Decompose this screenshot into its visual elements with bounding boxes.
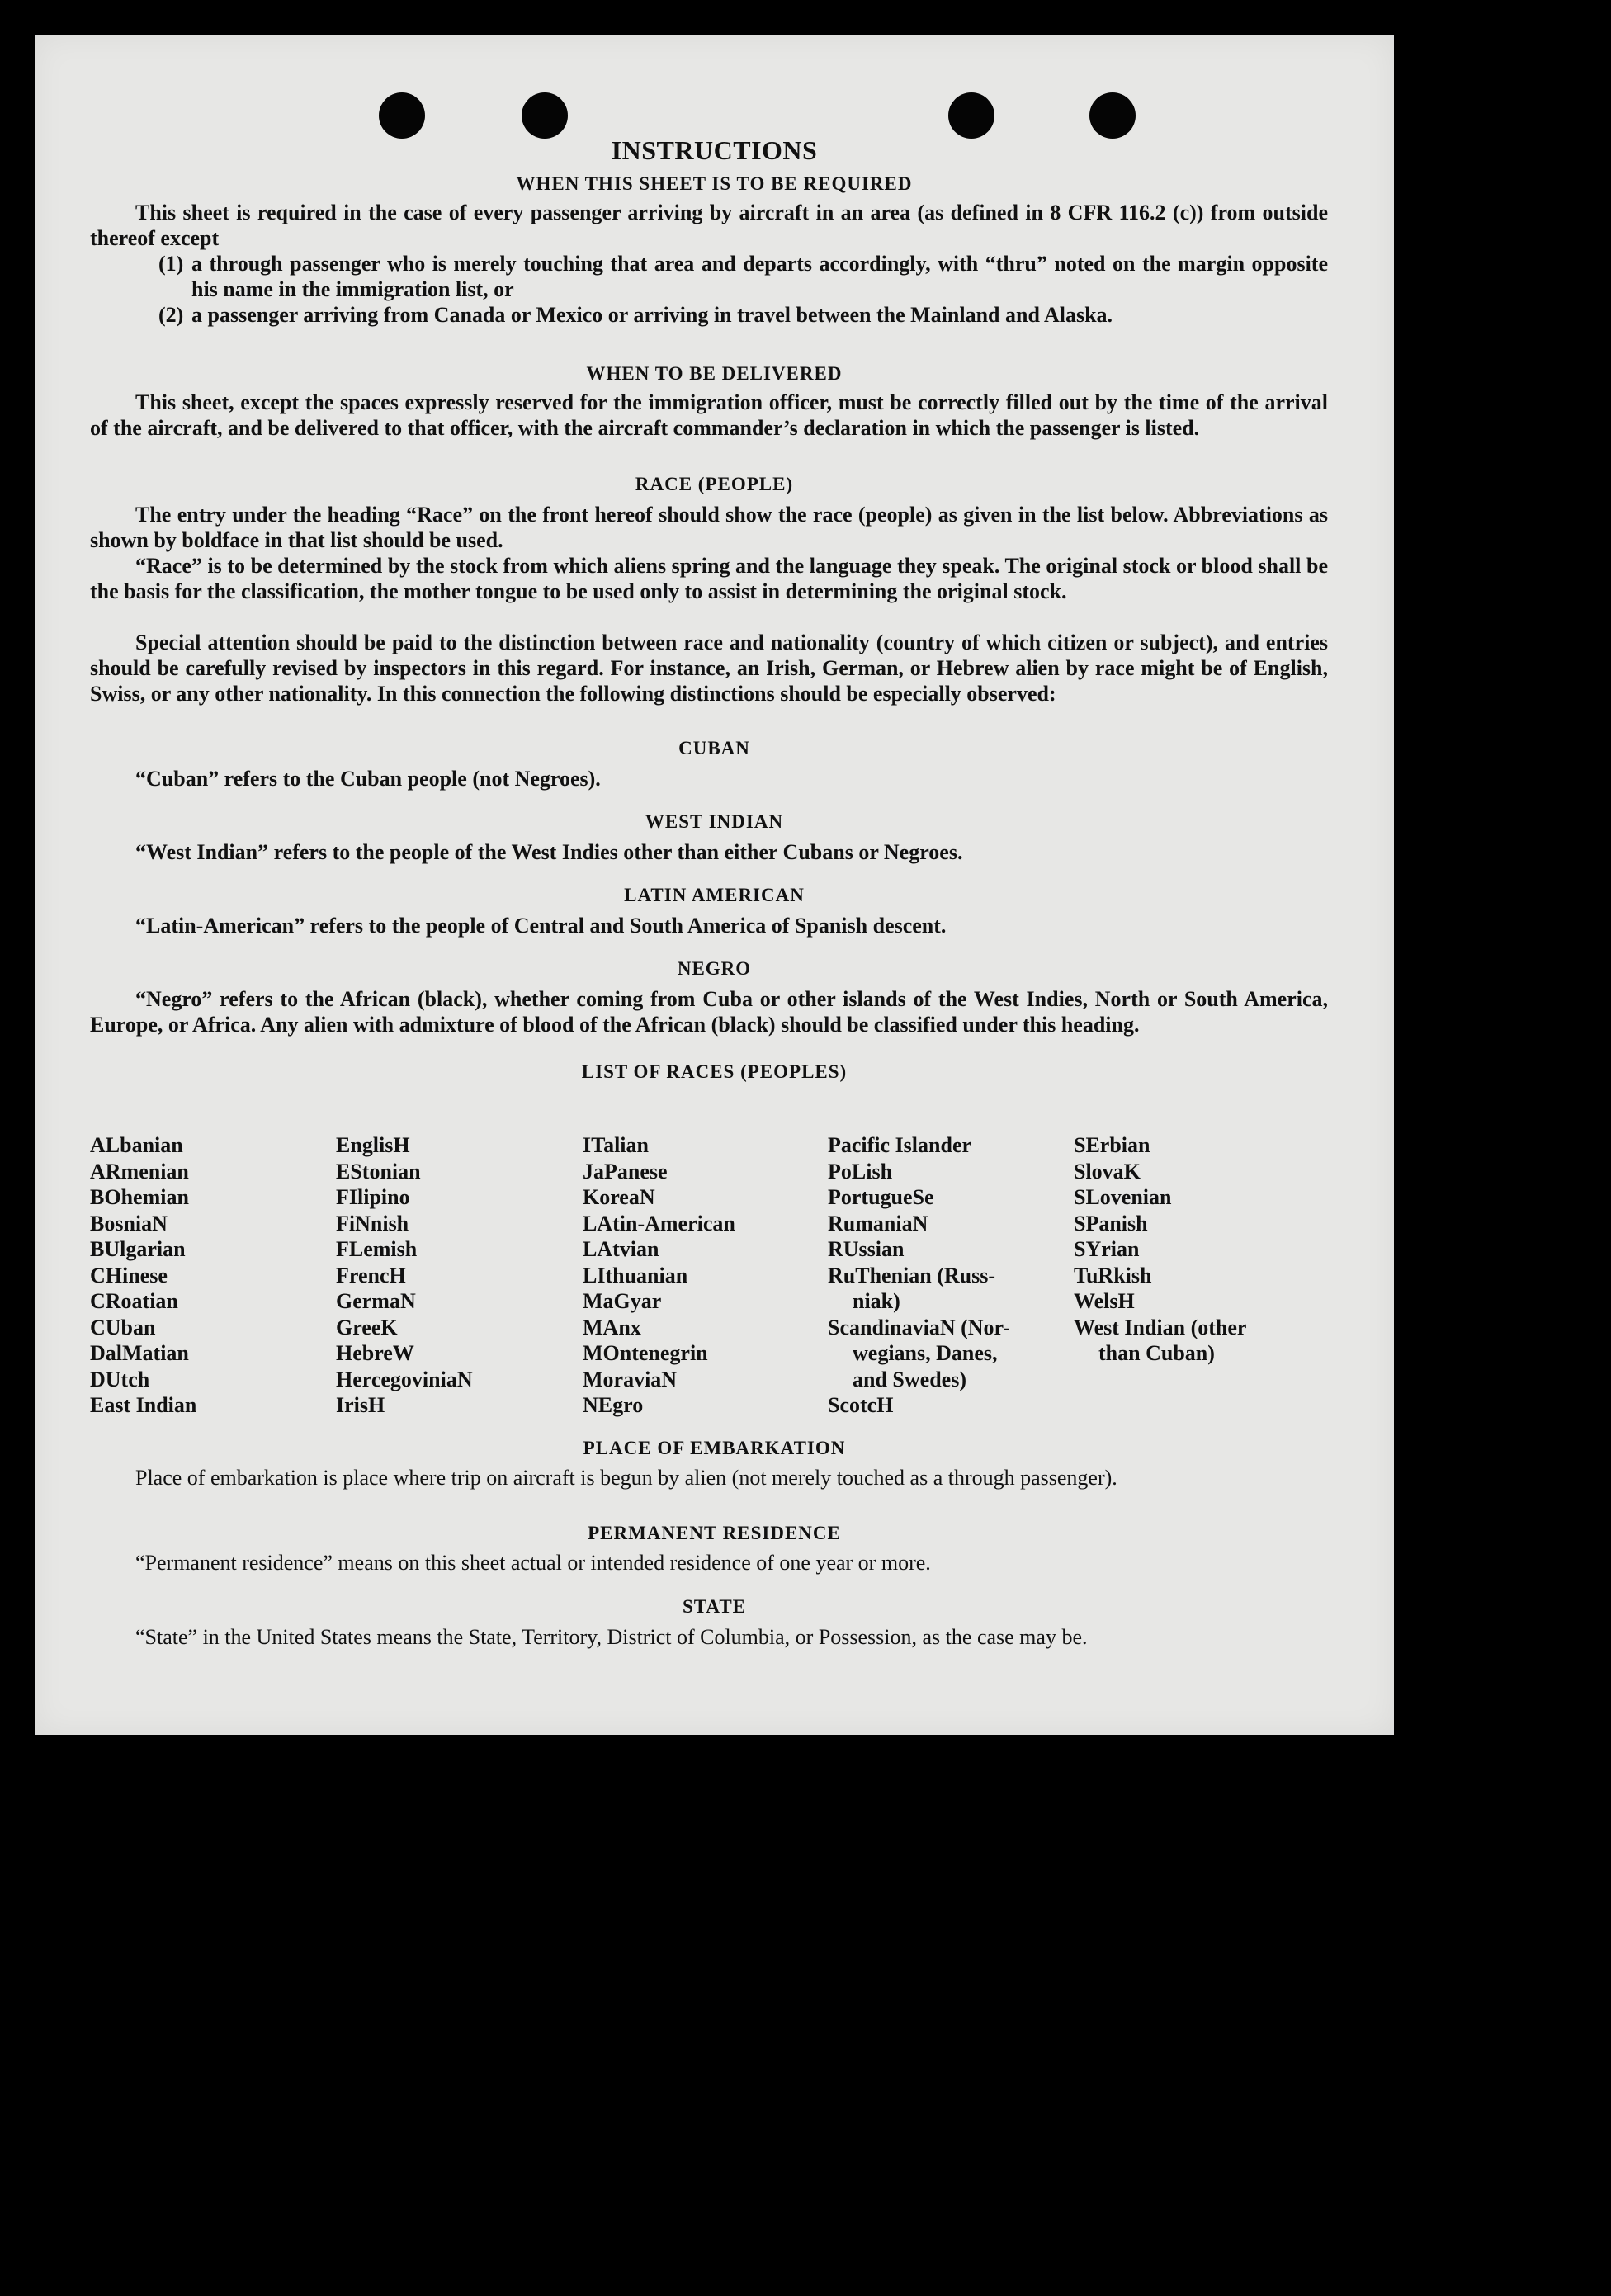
race-entry-continued: niak) xyxy=(853,1289,900,1313)
race-paragraph-1 xyxy=(90,502,1328,553)
section-heading-negro: NEGRO xyxy=(677,958,752,979)
cuban-body: “Cuban” refers to the Cuban people (not Negroes). xyxy=(135,767,601,791)
races-column-2 xyxy=(336,1132,473,1419)
state-body: “State” in the United States means the State, Territory, District of Columbia, or Possession, as the case may be. xyxy=(135,1625,1088,1649)
race-entry: DalMatian xyxy=(90,1341,189,1365)
item-text: a passenger arriving from Canada or Mexico or arriving in travel between the Mainland and Alaska. xyxy=(191,303,1113,327)
race-entry: PoLish xyxy=(828,1159,893,1183)
race-entry: FrencH xyxy=(336,1263,406,1287)
section-heading-cuban: CUBAN xyxy=(678,738,750,758)
section-heading-permanent-residence: PERMANENT RESIDENCE xyxy=(588,1523,841,1543)
section-heading-race: RACE (PEOPLE) xyxy=(635,474,794,494)
race-entry: RUssian xyxy=(828,1237,905,1261)
races-column-1 xyxy=(90,1132,196,1419)
race-entry: BosniaN xyxy=(90,1211,168,1235)
item-number: (2) xyxy=(158,303,184,327)
race-entry: HercegoviniaN xyxy=(336,1367,473,1391)
when-required-intro xyxy=(90,200,1328,251)
races-column-4 xyxy=(828,1132,1010,1419)
race-entry: LIthuanian xyxy=(583,1263,688,1287)
race-entry: NEgro xyxy=(583,1393,644,1417)
west-indian-text xyxy=(90,839,1328,865)
race-entry: ITalian xyxy=(583,1133,649,1157)
punch-hole xyxy=(522,92,568,139)
page-title: INSTRUCTIONS xyxy=(611,135,818,165)
race-entry: FIlipino xyxy=(336,1185,410,1209)
race-entry: SYrian xyxy=(1074,1237,1140,1261)
race-entry: LAtin-American xyxy=(583,1211,735,1235)
instruction-sheet xyxy=(35,35,1394,1735)
section-heading-when-required: WHEN THIS SHEET IS TO BE REQUIRED xyxy=(516,173,913,194)
race-p3-text: Special attention should be paid to the distinction between race and nationality (country of which citizen or subject), and entries should be carefully revised by inspectors in this regard. For instance, an Irish, German, or Hebrew alien by race might be of English, Swiss, or any other nationality. In this connection the following distinctions should be especially observed: xyxy=(90,631,1328,706)
race-entry: ALbanian xyxy=(90,1133,183,1157)
embarkation-text xyxy=(90,1465,1328,1491)
races-column-3 xyxy=(583,1132,735,1419)
section-heading-list-of-races: LIST OF RACES (PEOPLES) xyxy=(581,1061,848,1082)
race-entry: BUlgarian xyxy=(90,1237,186,1261)
race-entry: HebreW xyxy=(336,1341,414,1365)
punch-hole xyxy=(379,92,425,139)
race-entry: GreeK xyxy=(336,1315,398,1339)
negro-text xyxy=(90,986,1328,1037)
race-entry: JaPanese xyxy=(583,1159,668,1183)
race-p1-text: The entry under the heading “Race” on the front hereof should show the race (people) as given in the list below. Abbreviations as shown by boldface in that list should be used. xyxy=(90,503,1328,552)
section-heading-west-indian: WEST INDIAN xyxy=(645,811,784,832)
race-entry: SPanish xyxy=(1074,1211,1148,1235)
section-heading-embarkation: PLACE OF EMBARKATION xyxy=(583,1438,846,1458)
race-entry: PortugueSe xyxy=(828,1185,934,1209)
race-entry: ScotcH xyxy=(828,1393,894,1417)
race-entry: MOntenegrin xyxy=(583,1341,708,1365)
races-column-5 xyxy=(1074,1132,1246,1367)
race-entry: TuRkish xyxy=(1074,1263,1152,1287)
section-heading-when-delivered: WHEN TO BE DELIVERED xyxy=(586,363,843,384)
exception-item-1 xyxy=(158,251,1328,302)
race-entry: LAtvian xyxy=(583,1237,659,1261)
state-text xyxy=(90,1624,1328,1650)
race-paragraph-3 xyxy=(90,630,1328,706)
race-entry: WelsH xyxy=(1074,1289,1135,1313)
race-p2-text: “Race” is to be determined by the stock from which aliens spring and the language they speak. The original stock or blood shall be the basis for the classification, the mother tongue to be used only to assist in determining the original stock. xyxy=(90,554,1328,603)
when-delivered-text xyxy=(90,390,1328,441)
race-entry: RumaniaN xyxy=(828,1211,928,1235)
race-entry: West Indian (other xyxy=(1074,1315,1247,1339)
item-number: (1) xyxy=(158,252,184,276)
punch-hole xyxy=(1089,92,1136,139)
race-entry: EnglisH xyxy=(336,1133,410,1157)
race-entry: KoreaN xyxy=(583,1185,655,1209)
race-entry: MaGyar xyxy=(583,1289,662,1313)
race-entry: CUban xyxy=(90,1315,156,1339)
section-heading-state: STATE xyxy=(682,1596,746,1617)
race-entry: CHinese xyxy=(90,1263,168,1287)
embarkation-body: Place of embarkation is place where trip on aircraft is begun by alien (not merely touched as a through passenger). xyxy=(135,1466,1117,1490)
race-entry: GermaN xyxy=(336,1289,416,1313)
race-entry-continued: than Cuban) xyxy=(1098,1341,1215,1365)
residence-body: “Permanent residence” means on this sheet actual or intended residence of one year or more. xyxy=(135,1551,931,1575)
race-entry: MoraviaN xyxy=(583,1367,678,1391)
race-entry-continued: wegians, Danes, xyxy=(853,1341,998,1365)
latin-american-body: “Latin-American” refers to the people of Central and South America of Spanish descent. xyxy=(135,914,947,938)
race-paragraph-2 xyxy=(90,553,1328,604)
when-delivered-body: This sheet, except the spaces expressly reserved for the immigration officer, must be correctly filled out by the time of the arrival of the aircraft, and be delivered to that officer, with the aircraft commander’s declaration in which the passenger is listed. xyxy=(90,390,1328,440)
race-entry: FLemish xyxy=(336,1237,418,1261)
race-entry: BOhemian xyxy=(90,1185,189,1209)
race-entry: FiNnish xyxy=(336,1211,409,1235)
race-entry: CRoatian xyxy=(90,1289,178,1313)
exception-item-2 xyxy=(158,302,1328,328)
negro-body: “Negro” refers to the African (black), whether coming from Cuba or other islands of the West Indies, North or South America, Europe, or Africa. Any alien with admixture of blood of the African (black) should be classified under this heading. xyxy=(90,987,1328,1037)
race-entry: MAnx xyxy=(583,1315,641,1339)
race-entry: DUtch xyxy=(90,1367,150,1391)
race-entry: ARmenian xyxy=(90,1159,189,1183)
race-entry: SLovenian xyxy=(1074,1185,1172,1209)
latin-american-text xyxy=(90,913,1328,938)
residence-text xyxy=(90,1550,1328,1576)
race-entry: Pacific Islander xyxy=(828,1133,972,1157)
race-entry: RuThenian (Russ- xyxy=(828,1263,996,1287)
race-entry: East Indian xyxy=(90,1393,197,1417)
section-heading-latin-american: LATIN AMERICAN xyxy=(624,885,805,905)
race-entry: SErbian xyxy=(1074,1133,1150,1157)
west-indian-body: “West Indian” refers to the people of the West Indies other than either Cubans or Negroes. xyxy=(135,840,963,864)
cuban-text xyxy=(90,766,1328,791)
when-required-intro-text: This sheet is required in the case of every passenger arriving by aircraft in an area (as defined in 8 CFR 116.2 (c)) from outside thereof except xyxy=(90,201,1328,250)
race-entry: SlovaK xyxy=(1074,1159,1141,1183)
item-text: a through passenger who is merely touching that area and departs accordingly, with “thru” noted on the margin opposite his name in the immigration list, or xyxy=(191,252,1328,301)
race-entry-continued: and Swedes) xyxy=(853,1367,966,1391)
race-entry: EStonian xyxy=(336,1159,421,1183)
race-entry: ScandinaviaN (Nor- xyxy=(828,1315,1010,1339)
punch-hole xyxy=(948,92,994,139)
race-entry: IrisH xyxy=(336,1393,385,1417)
